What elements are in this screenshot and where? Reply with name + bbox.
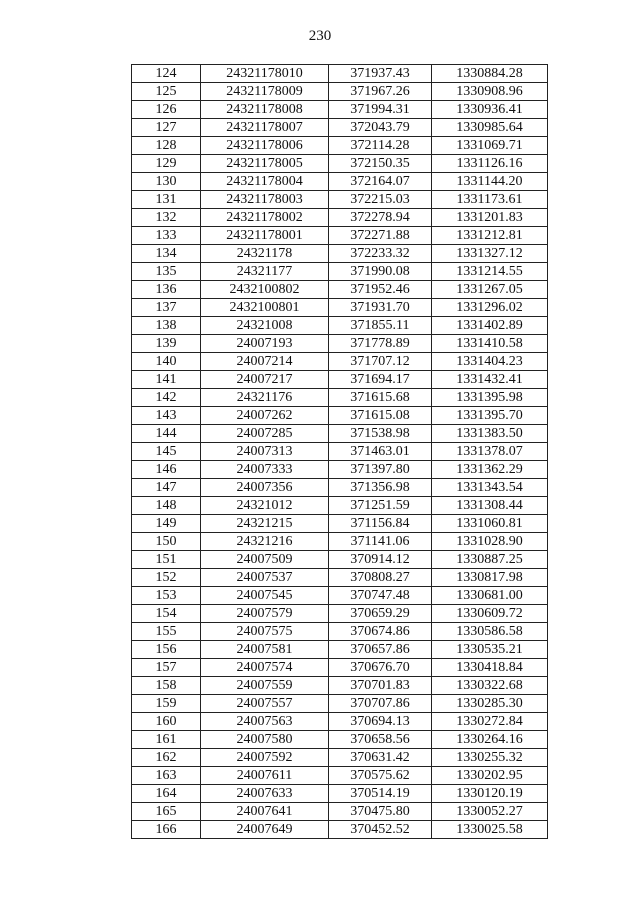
x-coordinate-cell: 371615.68 — [329, 389, 432, 407]
point-id-cell: 24007214 — [201, 353, 329, 371]
point-id-cell: 24321176 — [201, 389, 329, 407]
y-coordinate-cell: 1331069.71 — [432, 137, 548, 155]
table-row — [132, 407, 548, 425]
x-coordinate-cell: 371156.84 — [329, 515, 432, 533]
y-coordinate-cell: 1331308.44 — [432, 497, 548, 515]
table-row — [132, 335, 548, 353]
y-coordinate-cell: 1330202.95 — [432, 767, 548, 785]
table-row — [132, 695, 548, 713]
x-coordinate-cell: 371251.59 — [329, 497, 432, 515]
table-row — [132, 767, 548, 785]
y-coordinate-cell: 1331327.12 — [432, 245, 548, 263]
y-coordinate-cell: 1331404.23 — [432, 353, 548, 371]
x-coordinate-cell: 371778.89 — [329, 335, 432, 353]
point-number-cell: 151 — [132, 551, 201, 569]
point-id-cell: 24321178006 — [201, 137, 329, 155]
point-id-cell: 24007575 — [201, 623, 329, 641]
point-id-cell: 24007333 — [201, 461, 329, 479]
table-row — [132, 389, 548, 407]
point-id-cell: 24321178010 — [201, 65, 329, 83]
point-number-cell: 143 — [132, 407, 201, 425]
table-row — [132, 623, 548, 641]
y-coordinate-cell: 1330418.84 — [432, 659, 548, 677]
point-id-cell: 24321177 — [201, 263, 329, 281]
point-number-cell: 158 — [132, 677, 201, 695]
y-coordinate-cell: 1330887.25 — [432, 551, 548, 569]
point-number-cell: 153 — [132, 587, 201, 605]
x-coordinate-cell: 371463.01 — [329, 443, 432, 461]
table-row — [132, 479, 548, 497]
x-coordinate-cell: 370676.70 — [329, 659, 432, 677]
y-coordinate-cell: 1331173.61 — [432, 191, 548, 209]
y-coordinate-cell: 1330272.84 — [432, 713, 548, 731]
point-number-cell: 144 — [132, 425, 201, 443]
table-row — [132, 605, 548, 623]
point-number-cell: 124 — [132, 65, 201, 83]
table-row — [132, 461, 548, 479]
point-number-cell: 136 — [132, 281, 201, 299]
point-number-cell: 163 — [132, 767, 201, 785]
page-number: 230 — [308, 28, 332, 44]
table-row — [132, 497, 548, 515]
table-row — [132, 659, 548, 677]
table-row — [132, 65, 548, 83]
y-coordinate-cell: 1331212.81 — [432, 227, 548, 245]
table-row — [132, 569, 548, 587]
x-coordinate-cell: 371615.08 — [329, 407, 432, 425]
point-number-cell: 149 — [132, 515, 201, 533]
x-coordinate-cell: 372114.28 — [329, 137, 432, 155]
table-row — [132, 119, 548, 137]
table-row — [132, 191, 548, 209]
y-coordinate-cell: 1330908.96 — [432, 83, 548, 101]
point-number-cell: 159 — [132, 695, 201, 713]
point-number-cell: 132 — [132, 209, 201, 227]
table-row — [132, 677, 548, 695]
x-coordinate-cell: 371990.08 — [329, 263, 432, 281]
x-coordinate-cell: 370701.83 — [329, 677, 432, 695]
y-coordinate-cell: 1331378.07 — [432, 443, 548, 461]
point-id-cell: 24321178002 — [201, 209, 329, 227]
table-row — [132, 101, 548, 119]
x-coordinate-cell: 371141.06 — [329, 533, 432, 551]
x-coordinate-cell: 372150.35 — [329, 155, 432, 173]
point-id-cell: 24007559 — [201, 677, 329, 695]
point-id-cell: 24007649 — [201, 821, 329, 839]
point-id-cell: 24007193 — [201, 335, 329, 353]
point-id-cell: 24321216 — [201, 533, 329, 551]
y-coordinate-cell: 1331362.29 — [432, 461, 548, 479]
y-coordinate-cell: 1331395.98 — [432, 389, 548, 407]
x-coordinate-cell: 370659.29 — [329, 605, 432, 623]
y-coordinate-cell: 1330025.58 — [432, 821, 548, 839]
y-coordinate-cell: 1331144.20 — [432, 173, 548, 191]
point-id-cell: 24321178004 — [201, 173, 329, 191]
coordinates-table — [131, 64, 548, 839]
y-coordinate-cell: 1330681.00 — [432, 587, 548, 605]
x-coordinate-cell: 370914.12 — [329, 551, 432, 569]
y-coordinate-cell: 1330817.98 — [432, 569, 548, 587]
point-number-cell: 155 — [132, 623, 201, 641]
x-coordinate-cell: 372043.79 — [329, 119, 432, 137]
point-id-cell: 24007537 — [201, 569, 329, 587]
y-coordinate-cell: 1331267.05 — [432, 281, 548, 299]
point-number-cell: 157 — [132, 659, 201, 677]
y-coordinate-cell: 1330586.58 — [432, 623, 548, 641]
point-number-cell: 141 — [132, 371, 201, 389]
point-number-cell: 160 — [132, 713, 201, 731]
point-id-cell: 24007262 — [201, 407, 329, 425]
table-row — [132, 785, 548, 803]
point-number-cell: 162 — [132, 749, 201, 767]
coordinates-table-body — [132, 65, 548, 839]
y-coordinate-cell: 1331201.83 — [432, 209, 548, 227]
y-coordinate-cell: 1331060.81 — [432, 515, 548, 533]
point-number-cell: 130 — [132, 173, 201, 191]
x-coordinate-cell: 371538.98 — [329, 425, 432, 443]
point-number-cell: 131 — [132, 191, 201, 209]
point-id-cell: 24007356 — [201, 479, 329, 497]
point-number-cell: 125 — [132, 83, 201, 101]
x-coordinate-cell: 371694.17 — [329, 371, 432, 389]
x-coordinate-cell: 370808.27 — [329, 569, 432, 587]
point-id-cell: 24007580 — [201, 731, 329, 749]
y-coordinate-cell: 1330609.72 — [432, 605, 548, 623]
x-coordinate-cell: 370707.86 — [329, 695, 432, 713]
x-coordinate-cell: 370694.13 — [329, 713, 432, 731]
point-id-cell: 24321178003 — [201, 191, 329, 209]
point-id-cell: 2432100802 — [201, 281, 329, 299]
x-coordinate-cell: 370747.48 — [329, 587, 432, 605]
x-coordinate-cell: 371967.26 — [329, 83, 432, 101]
y-coordinate-cell: 1331395.70 — [432, 407, 548, 425]
point-id-cell: 24321178007 — [201, 119, 329, 137]
y-coordinate-cell: 1331126.16 — [432, 155, 548, 173]
x-coordinate-cell: 370658.56 — [329, 731, 432, 749]
point-id-cell: 24007633 — [201, 785, 329, 803]
point-number-cell: 154 — [132, 605, 201, 623]
point-id-cell: 24007579 — [201, 605, 329, 623]
x-coordinate-cell: 371952.46 — [329, 281, 432, 299]
x-coordinate-cell: 372215.03 — [329, 191, 432, 209]
point-id-cell: 24321008 — [201, 317, 329, 335]
table-row — [132, 281, 548, 299]
y-coordinate-cell: 1331343.54 — [432, 479, 548, 497]
point-number-cell: 133 — [132, 227, 201, 245]
point-number-cell: 135 — [132, 263, 201, 281]
point-number-cell: 152 — [132, 569, 201, 587]
point-id-cell: 24007557 — [201, 695, 329, 713]
x-coordinate-cell: 371707.12 — [329, 353, 432, 371]
point-number-cell: 148 — [132, 497, 201, 515]
y-coordinate-cell: 1330285.30 — [432, 695, 548, 713]
x-coordinate-cell: 370631.42 — [329, 749, 432, 767]
point-number-cell: 166 — [132, 821, 201, 839]
x-coordinate-cell: 370475.80 — [329, 803, 432, 821]
y-coordinate-cell: 1330264.16 — [432, 731, 548, 749]
table-row — [132, 353, 548, 371]
table-row — [132, 803, 548, 821]
table-row — [132, 551, 548, 569]
point-number-cell: 146 — [132, 461, 201, 479]
point-number-cell: 147 — [132, 479, 201, 497]
x-coordinate-cell: 371356.98 — [329, 479, 432, 497]
point-number-cell: 126 — [132, 101, 201, 119]
point-number-cell: 139 — [132, 335, 201, 353]
point-id-cell: 24321215 — [201, 515, 329, 533]
point-id-cell: 24321178001 — [201, 227, 329, 245]
point-number-cell: 137 — [132, 299, 201, 317]
point-id-cell: 24007509 — [201, 551, 329, 569]
table-row — [132, 155, 548, 173]
y-coordinate-cell: 1330936.41 — [432, 101, 548, 119]
y-coordinate-cell: 1330052.27 — [432, 803, 548, 821]
y-coordinate-cell: 1331410.58 — [432, 335, 548, 353]
table-row — [132, 425, 548, 443]
point-number-cell: 145 — [132, 443, 201, 461]
y-coordinate-cell: 1331432.41 — [432, 371, 548, 389]
table-row — [132, 641, 548, 659]
table-row — [132, 317, 548, 335]
table-row — [132, 821, 548, 839]
point-id-cell: 24007545 — [201, 587, 329, 605]
point-id-cell: 24007313 — [201, 443, 329, 461]
y-coordinate-cell: 1331383.50 — [432, 425, 548, 443]
y-coordinate-cell: 1330322.68 — [432, 677, 548, 695]
table-row — [132, 371, 548, 389]
point-id-cell: 24007217 — [201, 371, 329, 389]
table-row — [132, 245, 548, 263]
y-coordinate-cell: 1331028.90 — [432, 533, 548, 551]
table-row — [132, 749, 548, 767]
x-coordinate-cell: 370575.62 — [329, 767, 432, 785]
x-coordinate-cell: 371937.43 — [329, 65, 432, 83]
point-number-cell: 138 — [132, 317, 201, 335]
table-row — [132, 299, 548, 317]
point-id-cell: 24007574 — [201, 659, 329, 677]
point-number-cell: 165 — [132, 803, 201, 821]
table-row — [132, 263, 548, 281]
x-coordinate-cell: 371931.70 — [329, 299, 432, 317]
x-coordinate-cell: 370452.52 — [329, 821, 432, 839]
x-coordinate-cell: 372164.07 — [329, 173, 432, 191]
table-row — [132, 209, 548, 227]
table-row — [132, 731, 548, 749]
y-coordinate-cell: 1330884.28 — [432, 65, 548, 83]
point-number-cell: 142 — [132, 389, 201, 407]
table-row — [132, 713, 548, 731]
point-number-cell: 161 — [132, 731, 201, 749]
table-row — [132, 515, 548, 533]
x-coordinate-cell: 371397.80 — [329, 461, 432, 479]
point-number-cell: 140 — [132, 353, 201, 371]
point-id-cell: 24007592 — [201, 749, 329, 767]
table-row — [132, 443, 548, 461]
y-coordinate-cell: 1331402.89 — [432, 317, 548, 335]
point-id-cell: 24321178009 — [201, 83, 329, 101]
x-coordinate-cell: 370657.86 — [329, 641, 432, 659]
y-coordinate-cell: 1330985.64 — [432, 119, 548, 137]
y-coordinate-cell: 1330535.21 — [432, 641, 548, 659]
point-number-cell: 127 — [132, 119, 201, 137]
point-id-cell: 24007611 — [201, 767, 329, 785]
table-row — [132, 83, 548, 101]
point-id-cell: 24007285 — [201, 425, 329, 443]
point-number-cell: 129 — [132, 155, 201, 173]
table-row — [132, 227, 548, 245]
point-id-cell: 24007563 — [201, 713, 329, 731]
point-id-cell: 24321178008 — [201, 101, 329, 119]
point-number-cell: 128 — [132, 137, 201, 155]
table-row — [132, 137, 548, 155]
x-coordinate-cell: 371855.11 — [329, 317, 432, 335]
y-coordinate-cell: 1330120.19 — [432, 785, 548, 803]
table-row — [132, 587, 548, 605]
point-id-cell: 24007641 — [201, 803, 329, 821]
point-number-cell: 156 — [132, 641, 201, 659]
point-number-cell: 150 — [132, 533, 201, 551]
point-number-cell: 164 — [132, 785, 201, 803]
x-coordinate-cell: 372233.32 — [329, 245, 432, 263]
point-id-cell: 24321178005 — [201, 155, 329, 173]
point-id-cell: 2432100801 — [201, 299, 329, 317]
point-id-cell: 24321178 — [201, 245, 329, 263]
point-id-cell: 24007581 — [201, 641, 329, 659]
x-coordinate-cell: 370674.86 — [329, 623, 432, 641]
table-row — [132, 533, 548, 551]
table-row — [132, 173, 548, 191]
point-id-cell: 24321012 — [201, 497, 329, 515]
y-coordinate-cell: 1330255.32 — [432, 749, 548, 767]
x-coordinate-cell: 370514.19 — [329, 785, 432, 803]
x-coordinate-cell: 372271.88 — [329, 227, 432, 245]
x-coordinate-cell: 371994.31 — [329, 101, 432, 119]
point-number-cell: 134 — [132, 245, 201, 263]
x-coordinate-cell: 372278.94 — [329, 209, 432, 227]
y-coordinate-cell: 1331296.02 — [432, 299, 548, 317]
y-coordinate-cell: 1331214.55 — [432, 263, 548, 281]
